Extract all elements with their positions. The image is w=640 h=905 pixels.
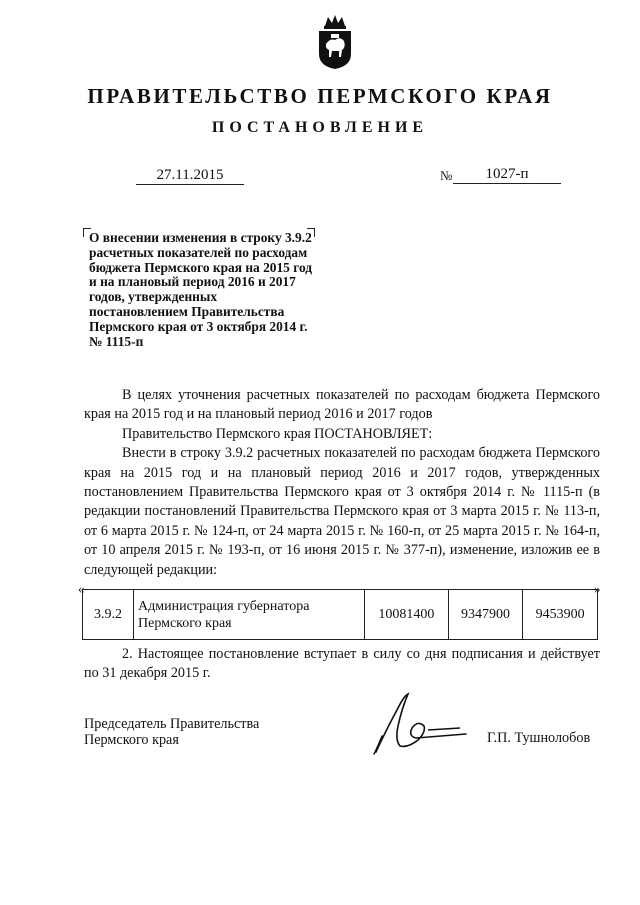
body-item-2: 2. Настоящее постановление вступает в силу со дня подписания и действует по 31 декабря 2015 г. (84, 646, 600, 682)
document-subject: О внесении изменения в строку 3.9.2 расчетных показателей по расходам бюджета Пермского края на 2015 год и на плановый период 2016 и 2017 годов, утвержденных постановлением Правительства Пермского края от 3 октября 2014 г. № 1115-п (89, 230, 313, 349)
signer-position-line-2: Пермского края (84, 731, 179, 748)
number-sign: № (440, 168, 453, 183)
table-open-quote: « (78, 581, 85, 596)
row-code: 3.9.2 (83, 590, 134, 640)
body-item-1: Внести в строку 3.9.2 расчетных показателей по расходам бюджета Пермского края на 2015 год и на плановый период 2016 и 2017 годов, утвержденных постановлением Правительства Пермского края от 3 октября 2014 г. № 1115-п (в редакции постановлений Правительства Пермского края от 3 марта 2015 г. № 113-п, от 6 марта 2015 г. № 124-п, от 24 марта 2015 г. № 160-п, от 25 марта 2015 г. № 164-п, от 10 апреля 2015 г. № 193-п, от 16 июня 2015 г. № 377-п), изменение, изложив ее в следующей редакции: (84, 445, 600, 578)
signer-position-line-1: Председатель Правительства (84, 716, 260, 732)
document-number: 1027-п (453, 166, 561, 184)
coat-of-arms-icon (316, 14, 354, 70)
row-value-2015: 10081400 (365, 590, 449, 640)
body-intro: В целях уточнения расчетных показателей по расходам бюджета Пермского края на 2015 год и на плановый период 2016 и 2017 годов (84, 387, 600, 423)
row-value-2016: 9347900 (448, 590, 523, 640)
signer-position (84, 717, 259, 748)
document-date: 27.11.2015 (136, 167, 244, 185)
table-close-quote: » (594, 581, 601, 596)
table-row (83, 590, 598, 640)
document-type: ПОСТАНОВЛЕНИЕ (211, 119, 429, 136)
handwritten-signature (368, 688, 478, 758)
signer-name: Г.П. Тушнолобов (487, 730, 591, 746)
organization-title: ПРАВИТЕЛЬСТВО ПЕРМСКОГО КРАЯ (87, 84, 553, 108)
document-body (84, 386, 600, 580)
row-name: Администрация губернатора Пермского края (134, 590, 365, 640)
body-resolves: Правительство Пермского края ПОСТАНОВЛЯЕТ: (122, 425, 433, 442)
row-value-2017: 9453900 (523, 590, 598, 640)
body-item-2-container (84, 645, 600, 684)
amendment-table (82, 589, 598, 640)
